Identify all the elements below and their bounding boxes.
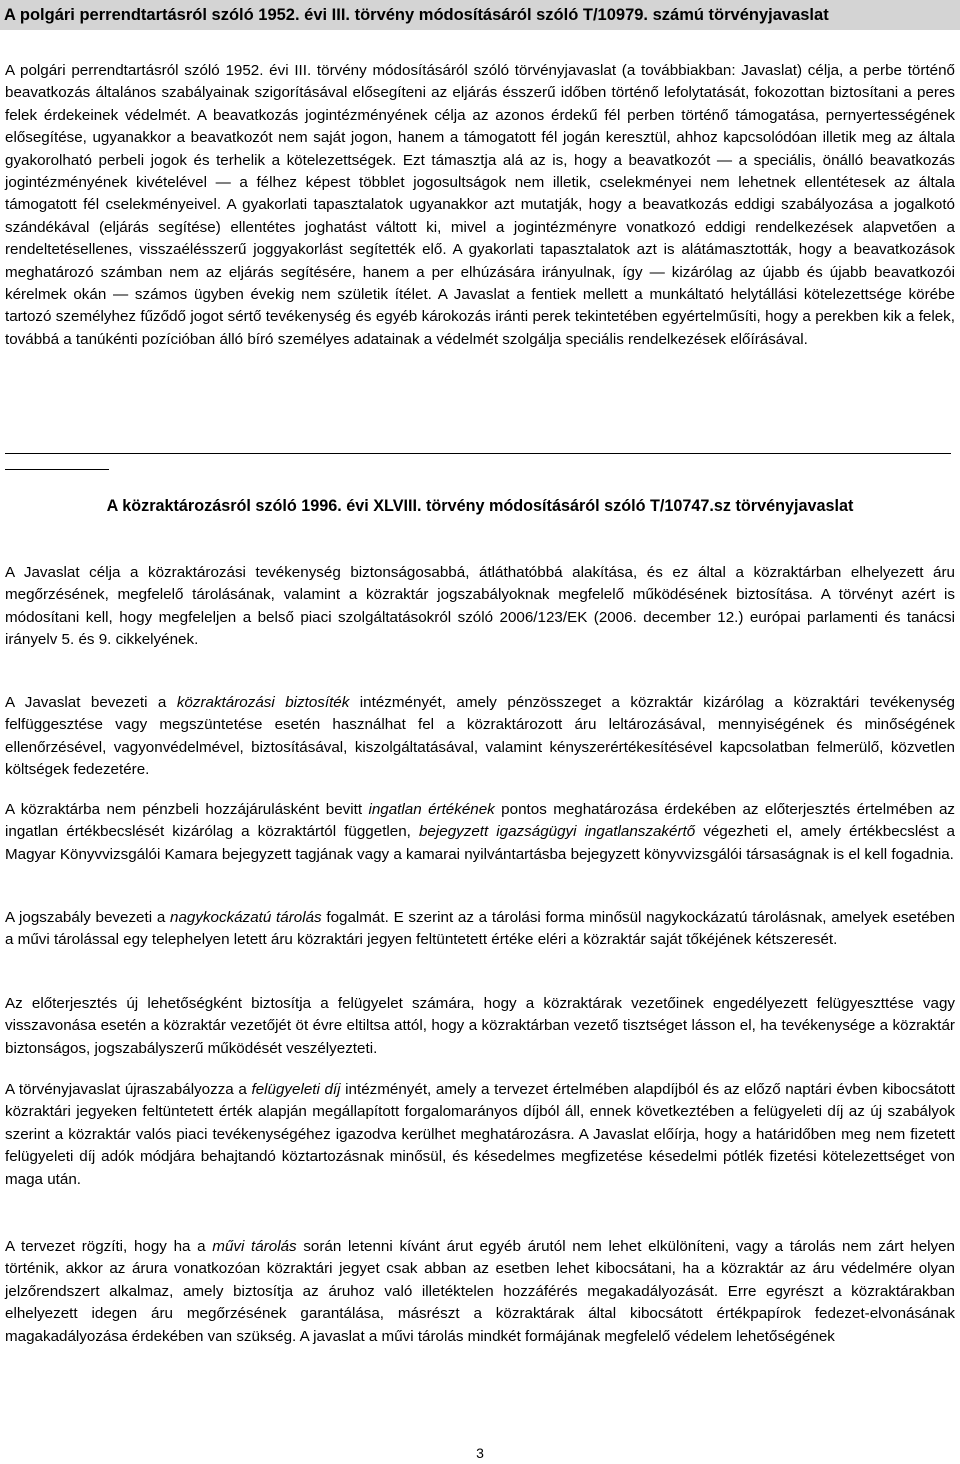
text-run: intézményét, amely a tervezet értelmében alapdíjból és az előző naptári évben kibocsátott közraktári jegyeken feltüntetett érték alapján megállapított forgalomarányos díjból áll, ennek következtében a felügyeleti díj az új szabályok szerint a közraktár valós piaci tevékenységéhez igazodva kerülhet meghatározásra. A Javaslat előírja, hogy a határidőben meg nem fizetett felügyeleti díj adók módjára behajtandó köztartozásnak minősül, és késedelmes megfizetése késedelmi pótlék fizetési kötelezettséget von maga után. — [5, 1081, 955, 1188]
section2-paragraph-5: Az előterjesztés új lehetőségként biztosítja a felügyelet számára, hogy a közraktárak vezetőinek engedélyezett felügyeszttése vagy visszavonása esetén a közraktár vezetőjét öt évre eltiltsa attól, hogy a közraktárban vezető tisztséget lásson el, ha tevékenysége a közraktár biztonságos, jogszabályszerű működését veszélyezteti. — [5, 995, 955, 1057]
section2-title: A közraktározásról szóló 1996. évi XLVIII. törvény módosításáról szóló T/10747.sz törvényjavaslat — [106, 497, 854, 515]
text-run: pontos meghatározása érdekében az előterjesztés értelmében az ingatlan értékbecslését kizárólag a közraktártól független, — [5, 801, 955, 841]
italic-term: felügyeleti díj — [251, 1081, 341, 1098]
italic-term: közraktározási biztosíték — [176, 694, 350, 711]
section2-paragraph-4 — [5, 907, 955, 952]
section2-paragraph-1: A Javaslat célja a közraktározási tevékenység biztonságosabbá, átláthatóbbá alakítása, és ez által a közraktárban elhelyezett áru megőrzésének, megfelelő tárolásának, valamint a közraktár jogszabályoknak megfelelő működésének biztosítása. A törvényt azért is módosítani kell, hogy megfeleljen a belső piaci szolgáltatásokról szóló 2006/123/EK (2006. december 12.) európai parlamenti és tanácsi irányelv 5. és 9. cikkelyének. — [5, 564, 955, 649]
section2-paragraph-3 — [5, 799, 955, 866]
text-run: A tervezet rögzíti, hogy ha a — [5, 1238, 213, 1255]
section2-paragraph-7 — [5, 1236, 955, 1348]
page-header — [0, 0, 960, 30]
text-run: A törvényjavaslat újraszabályozza a — [5, 1081, 252, 1098]
text-run: fogalmát. E szerint az a tárolási forma minősül nagykockázatú tárolásnak, amelyek esetében a művi tárolással egy telephelyen letett áru közraktári jegyen feltüntetett értéke eléri a közraktár saját tőkéjének kétszeresét. — [5, 909, 956, 949]
italic-term: ingatlan értékének — [368, 801, 495, 818]
text-run: során letenni kívánt árut egyéb árutól nem lehet elkülöníteni, vagy a tárolás nem zárt helyen történik, akkor az árura vonatkozóan közraktári jegyet csak abban az esetben lehet kibocsátani, ha a közraktár az áru védelmére olyan jelzőrendszert alkalmaz, amely biztosítja az áruhoz való illetéktelen hozzáférés megakadályozását. Erre egyrészt a közraktárakban elhelyezett idegen áru megőrzésének garantálása, másrészt a közraktárak által kibocsátott értékpapírok fedezet-elvonásának magakadályozása érdekében van szükség. A javaslat a művi tárolás mindkét formájának megfelelő védelem lehetőségének — [5, 1238, 955, 1345]
text-run: A jogszabály bevezeti a — [5, 909, 170, 926]
section2-paragraph-2 — [5, 692, 955, 782]
italic-term: művi tárolás — [212, 1238, 297, 1255]
text-run: A Javaslat bevezeti a — [5, 694, 177, 711]
italic-term: nagykockázatú tárolás — [170, 909, 322, 926]
section2-paragraph-6 — [5, 1079, 955, 1191]
page-number: 3 — [476, 1445, 484, 1461]
header-title: A polgári perrendtartásról szóló 1952. évi III. törvény módosításáról szóló T/10979. számú törvényjavaslat — [4, 6, 829, 24]
section-divider — [5, 453, 951, 454]
text-run: végezheti el, amely értékbecslést a Magyar Könyvvizsgálói Kamara bejegyzett tagjának vagy a kamarai nyilvántartásba bejegyzett könyvvizsgálói társaságnak is el kell fogadnia. — [5, 823, 956, 863]
footnote-rule — [5, 469, 109, 470]
italic-term: bejegyzett igazságügyi ingatlanszakértő — [418, 823, 696, 841]
text-run: A közraktárba nem pénzbeli hozzájárulásként bevitt — [5, 801, 369, 818]
text-run: intézményét, amely pénzösszeget a közraktár kizárólag a közraktári tevékenység felfüggesztése vagy megszüntetése esetén használhat fel a közraktározott áru leltározásával, mennyiségének és minőségének ellenőrzésével, vagyonvédelmével, biztosításával, kiszolgáltatásával, valamint kényszerértékesítésével kapcsolatban felmerülő, közvetlen költségek fedezetére. — [5, 694, 955, 779]
section1-paragraph: A polgári perrendtartásról szóló 1952. évi III. törvény módosításáról szóló törvényjavaslat (a továbbiakban: Javaslat) célja, a perbe történő beavatkozás általános szabályainak szigorításával elősegíteni az eljárás ésszerű időben történő lefolytatását, fokozottan biztosítani a peres felek érdekeinek védelmét. A beavatkozás jogintézményének célja az azonos érdekű fél perben történő támogatása, pernyertességének elősegítése, ugyanakkor a beavatkozót nem saját jogon, hanem a támogatott fél jogán keresztül, ahhoz kapcsolódóan illetik meg az általa gyakorolható perbeli jogok és terhelik a kötelezettségek. Ezt támasztja alá az is, hogy a beavatkozót — a speciális, önálló beavatkozás jogintézményének kivételével — a félhez képest többlet jogosultságok nem illetik, cselekményei nem lehetnek ellentétesek az általa támogatott fél cselekményeivel. A gyakorlati tapasztalatok ugyanakkor azt mutatják, hogy a beavatkozás eddigi szabályozása a jogalkotó szándékával (eljárás segítése) ellentétes joghatást váltott ki, mivel a jogintézményre vonatkozó eddigi rendelkezések alapvetően a rendeltetésellenes, visszaélésszerű joggyakorlást segítették elő. A gyakorlati tapasztalatok azt is alátámasztották, hogy a beavatkozások meghatározó számban nem az eljárás segítésére, hanem a per elhúzására irányulnak, így — kizárólag az újabb és újabb beavatkozói kérelmek okán — számos ügyben évekig nem születik ítélet. A Javaslat a fentiek mellett a munkáltató helytállási kötelezettsége körébe tartozó személyhez fűződő jogot sértő tevékenység és egyéb károkozás iránti perek tekintetében egyértelműsíti, hogy a perekben kik a felek, továbbá a tanúkénti pozícióban álló bíró személyes adatainak a védelmét szolgálja speciális rendelkezések előírásával. — [5, 62, 955, 348]
